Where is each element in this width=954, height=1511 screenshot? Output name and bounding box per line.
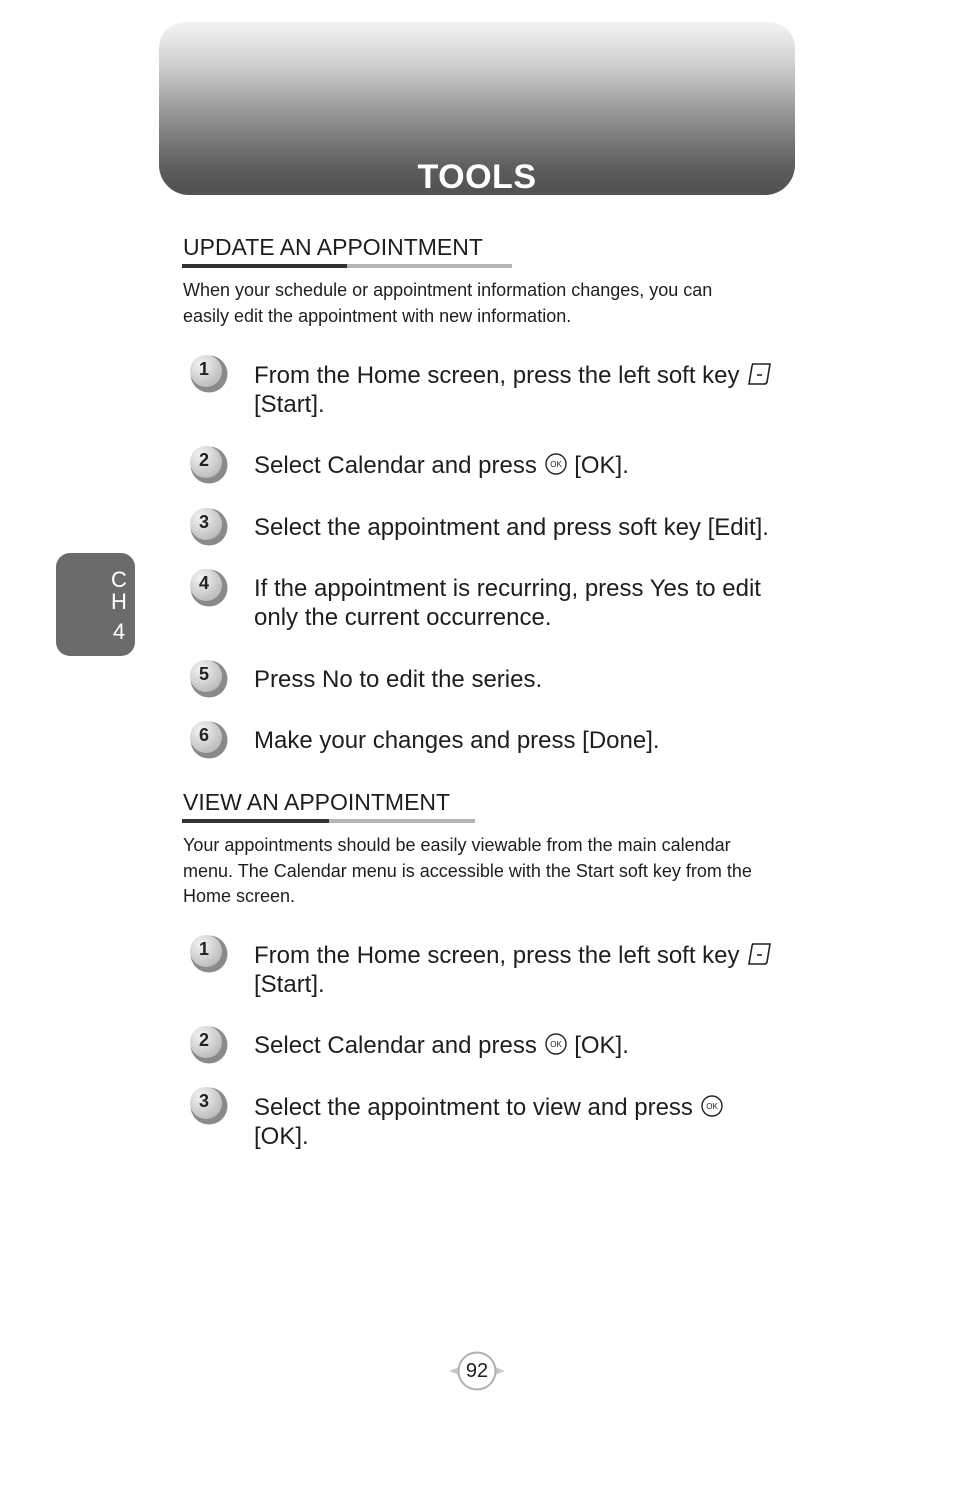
step-text: From the Home screen, press the left soft key [Start]. bbox=[254, 941, 814, 999]
step-number-badge: 3 bbox=[190, 1087, 228, 1125]
step-number-badge: 2 bbox=[190, 1026, 228, 1064]
step-text: Make your changes and press [Done]. bbox=[254, 727, 660, 754]
left-soft-key-icon bbox=[746, 362, 773, 386]
step-number-badge: 1 bbox=[190, 935, 228, 973]
step-text: From the Home screen, press the left soft key [Start]. bbox=[254, 361, 814, 419]
svg-text:OK: OK bbox=[549, 1040, 562, 1049]
step-number-badge: 2 bbox=[190, 446, 228, 484]
step-number-badge: 6 bbox=[190, 721, 228, 759]
step-text: If the appointment is recurring, press Yes to edit only the current occurrence. bbox=[254, 575, 761, 631]
step-number-badge: 1 bbox=[190, 355, 228, 393]
chapter-tab-letter: 4 bbox=[112, 619, 126, 644]
svg-text:OK: OK bbox=[549, 460, 562, 469]
ok-key-icon bbox=[544, 1032, 568, 1056]
chapter-header-banner bbox=[159, 22, 795, 195]
step-number-badge: 4 bbox=[190, 569, 228, 607]
section-title-view-appointment: VIEW AN APPOINTMENT bbox=[183, 789, 451, 815]
step-number-badge: 3 bbox=[190, 508, 228, 546]
step-text: Select the appointment and press soft key [Edit]. bbox=[254, 514, 769, 541]
section-underline bbox=[182, 264, 512, 268]
ok-key-icon bbox=[544, 452, 568, 476]
step-text: Select Calendar and press OK [OK]. bbox=[254, 452, 629, 479]
section-intro: Your appointments should be easily viewable from the main calendar menu. The Calendar menu is accessible with the Start soft key from the Home screen. bbox=[183, 835, 752, 906]
svg-text:OK: OK bbox=[705, 1102, 718, 1111]
ok-key-icon bbox=[700, 1094, 724, 1118]
step-text: Select Calendar and press OK [OK]. bbox=[254, 1032, 629, 1059]
page-number-badge bbox=[447, 1351, 507, 1391]
section-intro: When your schedule or appointment information changes, you can easily edit the appointment with new information. bbox=[183, 280, 713, 326]
section-title-update-appointment: UPDATE AN APPOINTMENT bbox=[183, 234, 483, 260]
chapter-tab-letter: H bbox=[111, 589, 127, 614]
page-number: 92 bbox=[465, 1360, 489, 1382]
section-underline bbox=[182, 819, 475, 823]
step-text: Press No to edit the series. bbox=[254, 666, 543, 693]
left-soft-key-icon bbox=[746, 942, 773, 966]
step-number-badge: 5 bbox=[190, 660, 228, 698]
step-text: Select the appointment to view and press OK [OK]. bbox=[254, 1093, 814, 1151]
chapter-tab-letter: C bbox=[111, 567, 127, 592]
page-title: TOOLS bbox=[417, 158, 537, 196]
